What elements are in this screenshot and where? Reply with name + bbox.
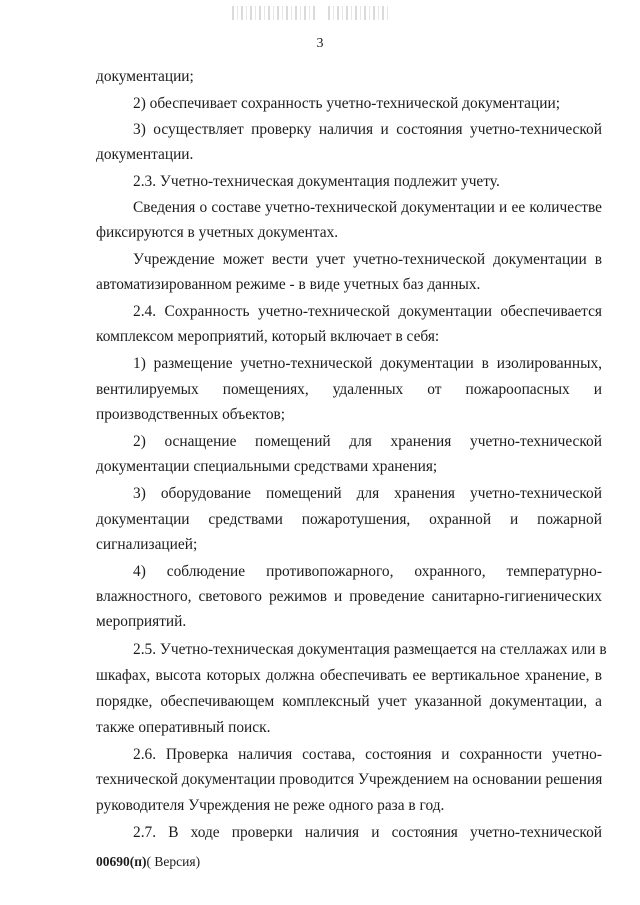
body-line: 4) соблюдение противопожарного, охранного, температурно- bbox=[133, 563, 602, 580]
body-line: 2.4. Сохранность учетно-технической документации обеспечивается bbox=[133, 303, 602, 320]
body-line: производственных объектов; bbox=[96, 406, 286, 423]
document-code: 00690(п) bbox=[96, 854, 147, 869]
body-line: 2) обеспечивает сохранность учетно-технической документации; bbox=[133, 95, 560, 112]
body-line: шкафах, высота которых должна обеспечивать ее вертикальное хранение, в bbox=[96, 667, 602, 684]
body-line: технической документации проводится Учреждением на основании решения bbox=[96, 771, 603, 788]
document-footer bbox=[96, 854, 200, 870]
body-line: также оперативный поиск. bbox=[96, 719, 271, 736]
version-label: ( Версия) bbox=[146, 854, 201, 869]
body-line: Сведения о составе учетно-технической документации и ее количестве bbox=[133, 199, 602, 216]
body-line: документации специальными средствами хранения; bbox=[96, 458, 438, 475]
body-line: 1) размещение учетно-технической документации в изолированных, bbox=[133, 355, 602, 372]
body-line: мероприятий. bbox=[96, 613, 187, 630]
body-line: автоматизированном режиме - в виде учетных баз данных. bbox=[96, 276, 481, 293]
body-line: комплексом мероприятий, который включает в себя: bbox=[96, 328, 440, 345]
body-line: влажностного, светового режимов и проведение санитарно-гигиенических bbox=[96, 588, 602, 605]
body-line: порядке, обеспечивающем комплексный учет указанной документации, а bbox=[96, 693, 602, 710]
body-line: 2.5. Учетно-техническая документация размещается на стеллажах или в bbox=[133, 641, 607, 658]
body-line: документации. bbox=[96, 146, 194, 163]
body-line: сигнализацией; bbox=[96, 536, 198, 553]
scan-artifact bbox=[232, 6, 318, 20]
body-line: Учреждение может вести учет учетно-технической документации в bbox=[133, 251, 602, 268]
body-line: 3) осуществляет проверку наличия и состояния учетно-технической bbox=[133, 121, 602, 138]
page-number: 3 bbox=[316, 36, 324, 51]
body-line: руководителя Учреждения не реже одного раза в год. bbox=[96, 797, 445, 814]
body-line: 2.6. Проверка наличия состава, состояния и сохранности учетно- bbox=[133, 746, 602, 763]
body-line: документации средствами пожаротушения, охранной и пожарной bbox=[96, 511, 602, 528]
body-line: 2) оснащение помещений для хранения учетно-технической bbox=[133, 433, 602, 450]
scan-artifact bbox=[328, 6, 388, 20]
body-line: вентилируемых помещениях, удаленных от пожароопасных и bbox=[96, 381, 602, 398]
body-line: фиксируются в учетных документах. bbox=[96, 224, 339, 241]
body-line: 2.3. Учетно-техническая документация подлежит учету. bbox=[133, 173, 500, 190]
body-line: 2.7. В ходе проверки наличия и состояния учетно-технической bbox=[133, 824, 602, 841]
body-line: 3) оборудование помещений для хранения учетно-технической bbox=[133, 485, 602, 502]
body-line: документации; bbox=[96, 68, 194, 85]
